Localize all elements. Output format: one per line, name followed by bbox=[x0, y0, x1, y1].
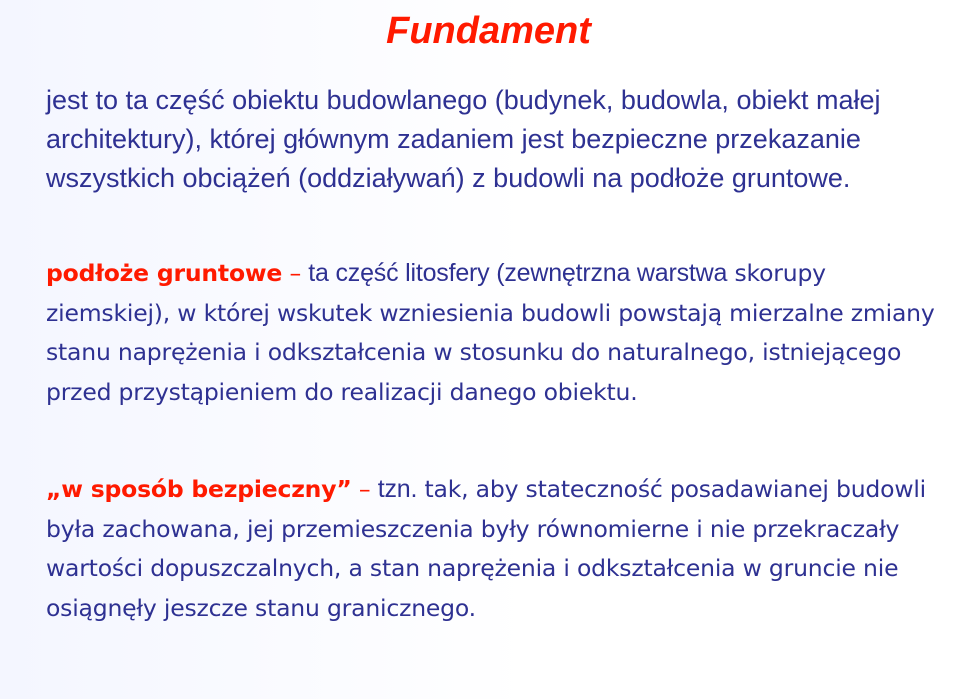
safe-way-body: tak, aby stateczność posadawianej budowli była zachowana, jej przemieszczenia były równomierne i nie przekraczały wartości dopuszczalnych, a stan naprężenia i odkształcenia w gruncie nie osiągnęły jeszcze stanu granicznego. bbox=[46, 475, 926, 622]
safe-way-dash: – bbox=[358, 475, 371, 503]
subsoil-lead: ta część litosfery (zewnętrzna warstwa bbox=[308, 259, 728, 287]
subsoil-paragraph bbox=[46, 254, 946, 412]
safe-way-paragraph bbox=[46, 470, 946, 628]
subsoil-dash: – bbox=[289, 259, 301, 287]
subsoil-term: podłoże gruntowe bbox=[46, 259, 283, 287]
slide-title: Fundament bbox=[386, 10, 591, 52]
definition-paragraph: jest to ta część obiektu budowlanego (budynek, budowla, obiekt małej architektury), której głównym zadaniem jest bezpieczne przekazanie wszystkich obciążeń (oddziaływań) z budowli na podłoże gruntowe. bbox=[46, 85, 881, 193]
safe-way-term: „w sposób bezpieczny” bbox=[46, 475, 352, 503]
subsoil-body: skorupy ziemskiej), w której wskutek wzniesienia budowli powstają mierzalne zmiany stanu naprężenia i odkształcenia w stosunku do naturalnego, istniejącego przed przystąpieniem do realizacji danego obiektu. bbox=[46, 259, 935, 406]
safe-way-lead: tzn. bbox=[377, 475, 418, 503]
